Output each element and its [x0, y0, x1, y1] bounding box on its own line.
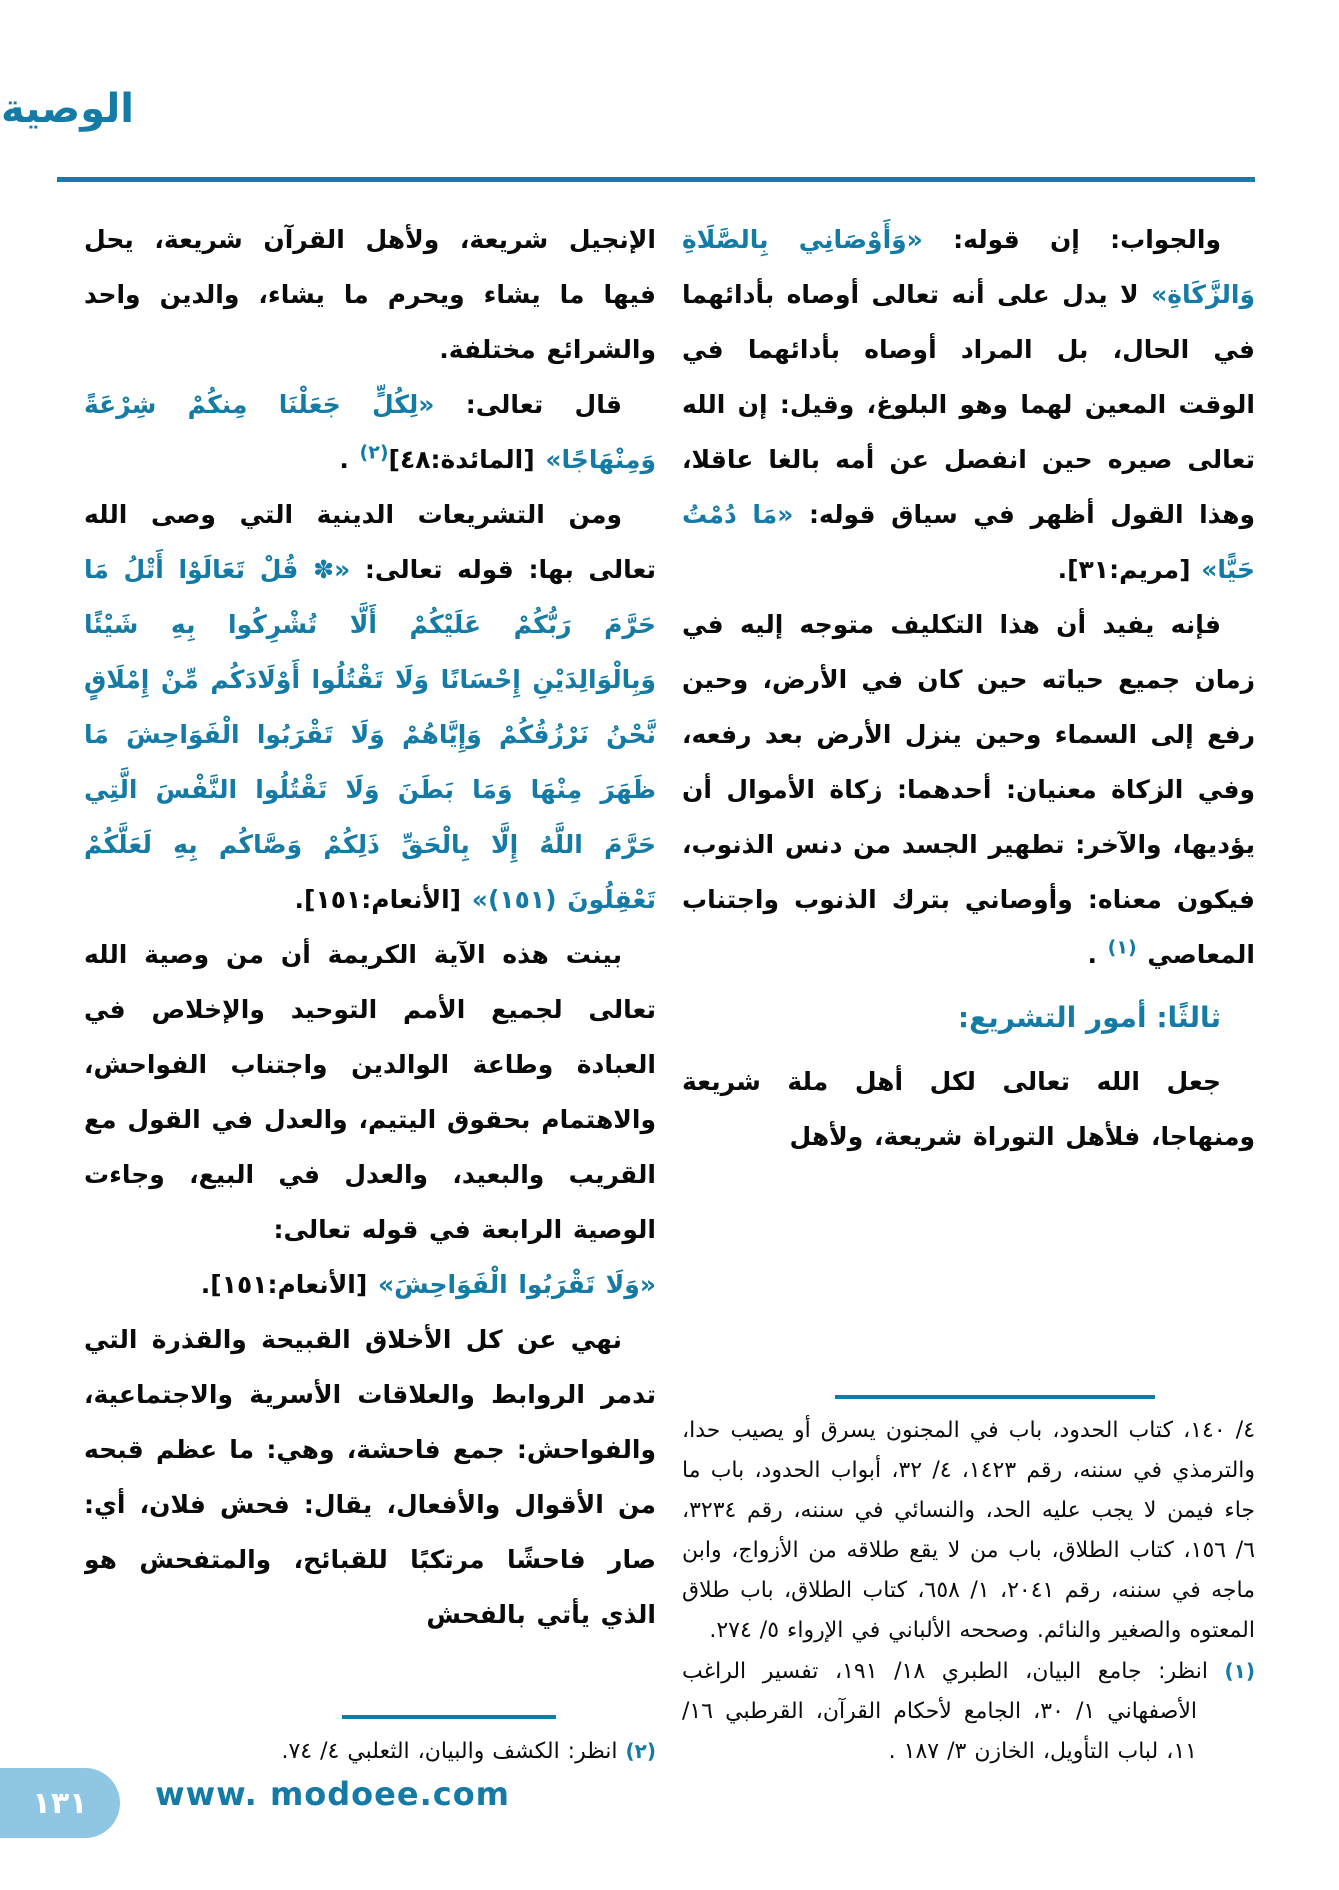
- text-run: والجواب: إن قوله:: [922, 225, 1221, 254]
- footnote: [84, 1731, 656, 1772]
- footnote-separator: [342, 1715, 556, 1719]
- page-header-title: الوصية: [0, 86, 134, 132]
- paragraph: [84, 1257, 656, 1312]
- quran-verse: «لِكُلٍّ جَعَلْنَا مِنكُمْ شِرْعَةً وَمِنْهَاجًا»: [84, 390, 656, 474]
- paragraph: [84, 487, 656, 927]
- website-url: www. modoee.com: [155, 1775, 511, 1813]
- footnote: [682, 1651, 1255, 1772]
- text-run: ومن التشريعات الدينية التي وصى الله تعالى بها: قوله تعالى:: [84, 500, 656, 584]
- page-number: ١٣١: [32, 1785, 88, 1821]
- footnote: [682, 1411, 1255, 1651]
- text-run: [مريم:٣١].: [1057, 555, 1202, 584]
- footnote-marker: (١): [1107, 936, 1137, 959]
- section-heading: ثالثًا: أمور التشريع:: [957, 1001, 1221, 1034]
- two-column-content: [84, 212, 1255, 1772]
- quran-verse: «مَا دُمْتُ حَيًّا»: [682, 500, 1255, 584]
- paragraph: [84, 212, 656, 377]
- footnote-marker: (٢): [625, 1739, 656, 1763]
- quran-verse: «وَلَا تَقْرَبُوا الْفَوَاحِشَ»: [378, 1270, 656, 1299]
- paragraph: [84, 377, 656, 487]
- footnote-separator: [835, 1395, 1155, 1399]
- text-run: فإنه يفيد أن هذا التكليف متوجه إليه في زمان جميع حياته حين كان في الأرض، وحين رفع إلى السماء وحين ينزل الأرض بعد رفعه، وفي الزكاة معنيان: أحدهما: زكاة الأموال أن يؤديها، والآخر: تطهير الجسد من دنس الذنوب، فيكون معناه: وأوصاني بترك الذنوب واجتناب المعاصي: [682, 610, 1255, 969]
- paragraph: [84, 1312, 656, 1642]
- paragraph: [682, 212, 1255, 597]
- page-number-badge: [0, 1768, 120, 1838]
- text-run: الإنجيل شريعة، ولأهل القرآن شريعة، يحل فيها ما يشاء ويحرم ما يشاء، والدين واحد والشرائع مختلفة.: [84, 225, 656, 364]
- text-run: [الأنعام:١٥١].: [200, 1270, 379, 1299]
- text-run: .: [1087, 940, 1108, 969]
- text-run: قال تعالى:: [434, 390, 623, 419]
- paragraph: [682, 1054, 1255, 1164]
- header-rule: [57, 177, 1255, 182]
- column-left: [84, 212, 656, 1772]
- paragraph: [682, 597, 1255, 982]
- text-run: لا يدل على أنه تعالى أوصاه بأدائهما في الحال، بل المراد أوصاه بأدائهما في الوقت المعين لهما وهو البلوغ، وقيل: إن الله تعالى صيره حين انفصل عن أمه بالغا عاقلا، وهذا القول أظهر في سياق قوله:: [682, 280, 1255, 529]
- text-run: بينت هذه الآية الكريمة أن من وصية الله تعالى لجميع الأمم التوحيد والإخلاص في العبادة وطاعة الوالدين واجتناب الفواحش، والاهتمام بحقوق اليتيم، والعدل في القول مع القريب والبعيد، والعدل في البيع، وجاءت الوصية الرابعة في قوله تعالى:: [84, 940, 656, 1244]
- text-run: ٤/ ١٤٠، كتاب الحدود، باب في المجنون يسرق أو يصيب حدا، والترمذي في سننه، رقم ١٤٢٣، ٤/ ٣٢، أبواب الحدود، باب ما جاء فيمن لا يجب عليه الحد، والنسائي في سننه، رقم ٣٢٣٤، ٦/ ١٥٦، كتاب الطلاق، باب من لا يقع طلاقه من الأزواج، وابن ماجه في سننه، رقم ٢٠٤١، ١/ ٦٥٨، كتاب الطلاق، باب طلاق المعتوه والصغير والنائم. وصححه الألباني في الإرواء ٥/ ٢٧٤.: [682, 1418, 1255, 1643]
- column-right: [682, 212, 1255, 1772]
- quran-verse: «✽ قُلْ تَعَالَوْا أَتْلُ مَا حَرَّمَ رَبُّكُمْ عَلَيْكُمْ أَلَّا تُشْرِكُوا بِهِ شَيْئًا وَبِالْوَالِدَيْنِ إِحْسَانًا وَلَا تَقْتُلُوا أَوْلَادَكُم مِّنْ إِمْلَاقٍ نَّحْنُ نَرْزُقُكُمْ وَإِيَّاهُمْ وَلَا تَقْرَبُوا الْفَوَاحِشَ مَا ظَهَرَ مِنْهَا وَمَا بَطَنَ وَلَا تَقْتُلُوا النَّفْسَ الَّتِي حَرَّمَ اللَّهُ إِلَّا بِالْحَقِّ ذَلِكُمْ وَصَّاكُم بِهِ لَعَلَّكُمْ تَعْقِلُونَ (١٥١)»: [84, 555, 656, 914]
- text-run: [المائدة:٤٨]: [388, 445, 546, 474]
- paragraph: [84, 927, 656, 1257]
- text-run: .: [339, 445, 360, 474]
- text-run: نهي عن كل الأخلاق القبيحة والقذرة التي تدمر الروابط والعلاقات الأسرية والاجتماعية، والفواحش: جمع فاحشة، وهي: ما عظم قبحه من الأقوال والأفعال، يقال: فحش فلان، أي: صار فاحشًا مرتكبًا للقبائح، والمتفحش هو الذي يأتي بالفحش: [84, 1325, 656, 1629]
- text-run: انظر: جامع البيان، الطبري ١٨/ ١٩١، تفسير الراغب الأصفهاني ١/ ٣٠، الجامع لأحكام القرآن، القرطبي ١٦/ ١١، لباب التأويل، الخازن ٣/ ١٨٧ .: [682, 1659, 1225, 1764]
- quran-verse: «وَأَوْصَانِي بِالصَّلَاةِ وَالزَّكَاةِ»: [682, 225, 1255, 309]
- text-run: جعل الله تعالى لكل أهل ملة شريعة ومنهاجا، فلأهل التوراة شريعة، ولأهل: [682, 1067, 1255, 1151]
- text-run: [الأنعام:١٥١].: [294, 885, 472, 914]
- text-run: انظر: الكشف والبيان، الثعلبي ٤/ ٧٤.: [281, 1739, 626, 1764]
- footnote-marker: (٢): [359, 441, 389, 464]
- footnote-marker: (١): [1224, 1659, 1255, 1683]
